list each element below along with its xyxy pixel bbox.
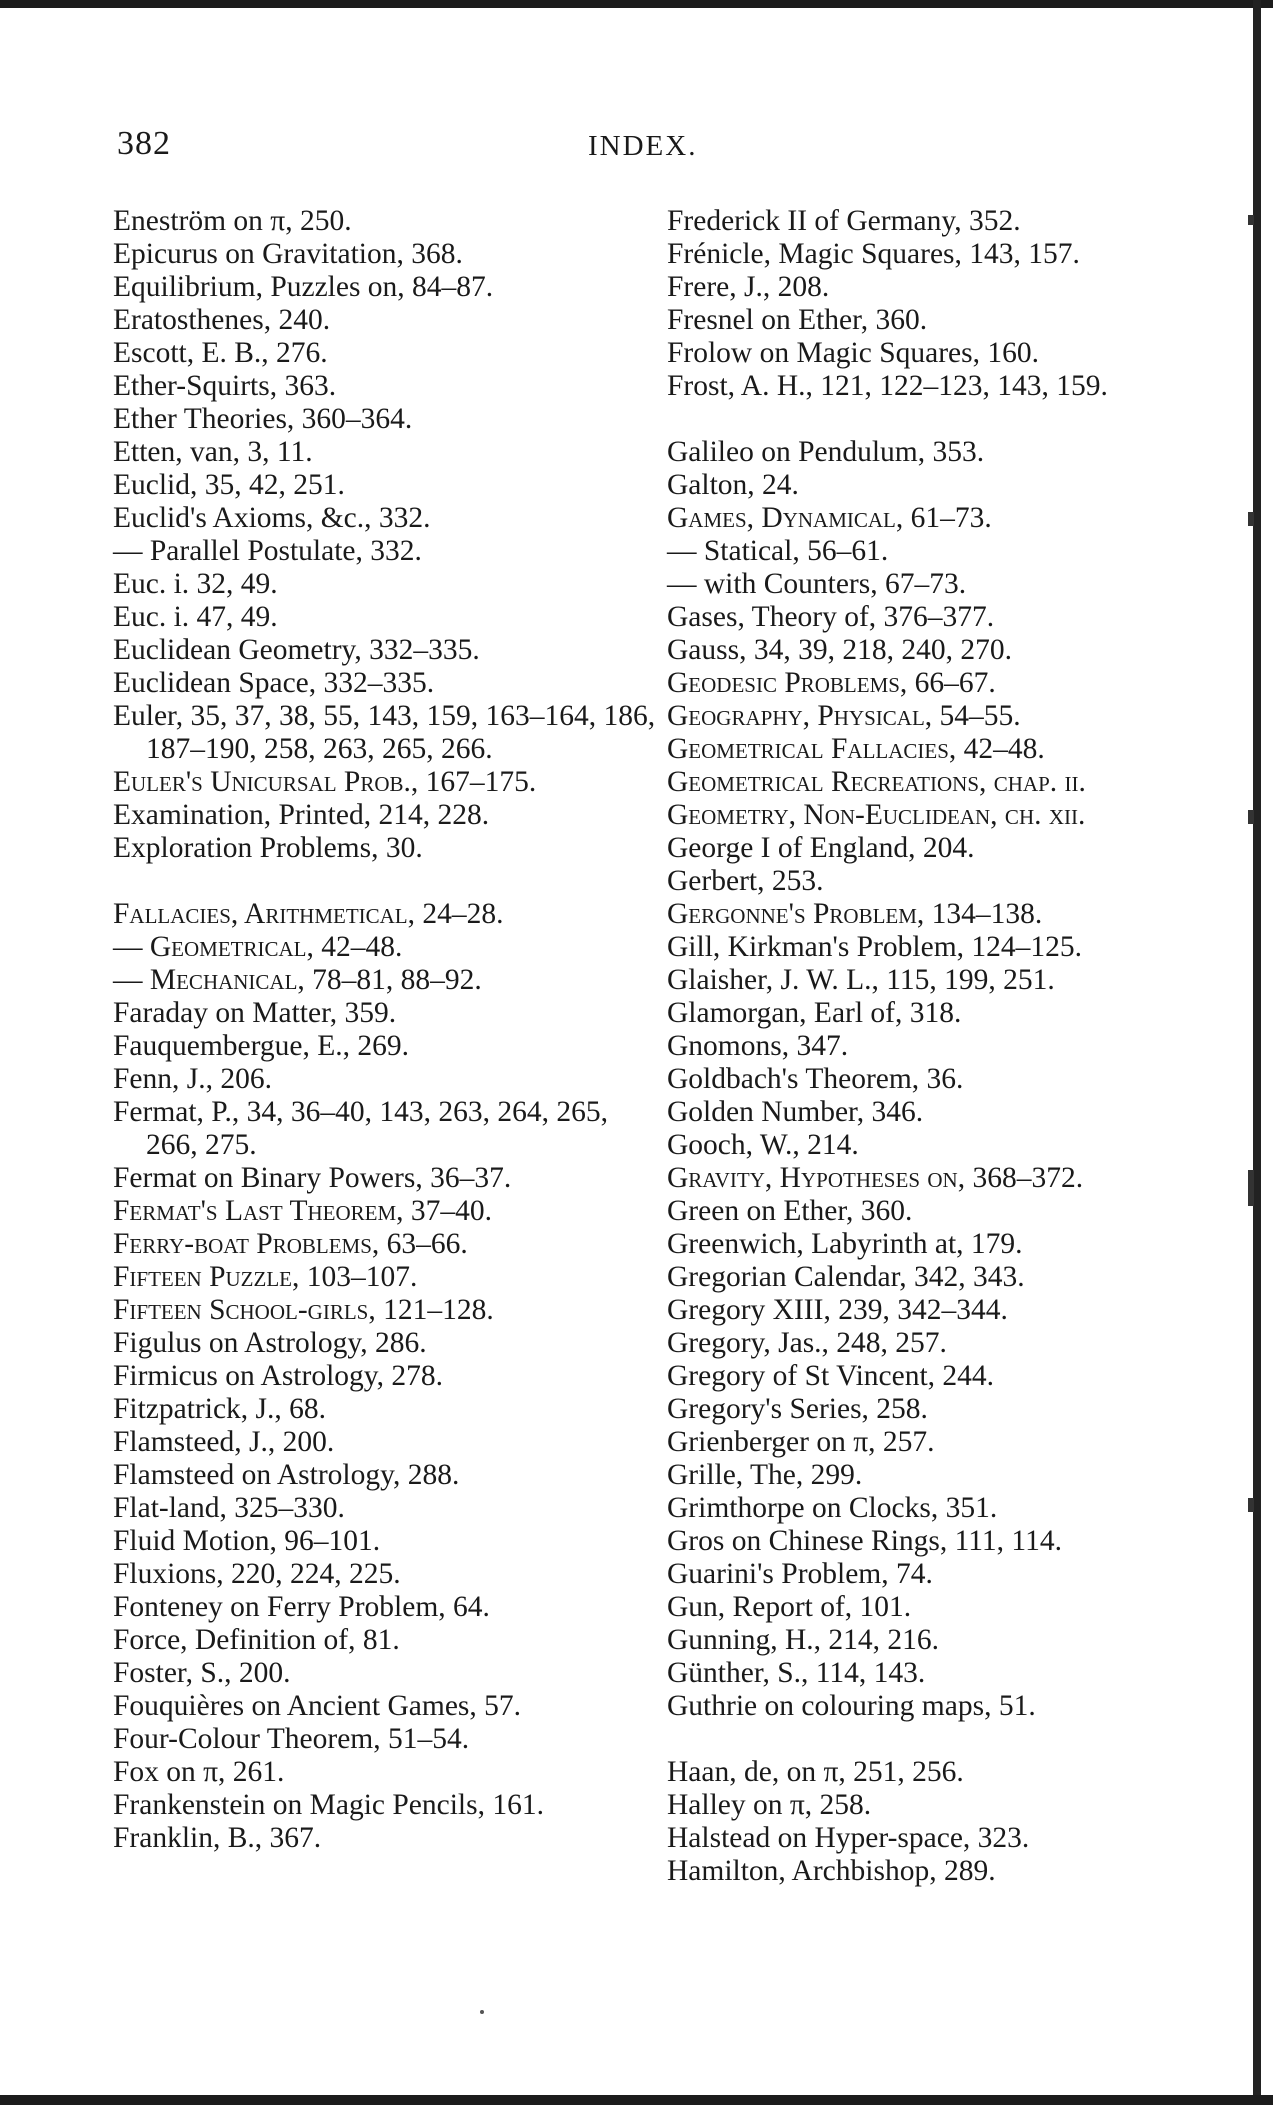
margin-mark [1248,512,1254,526]
index-entry: Fox on π, 261. [113,1756,285,1788]
index-entry: Gun, Report of, 101. [667,1591,912,1623]
index-entry: Fonteney on Ferry Problem, 64. [113,1591,490,1623]
margin-mark [1248,215,1254,225]
index-entry: Flamsteed on Astrology, 288. [113,1459,460,1491]
index-entry: Fluxions, 220, 224, 225. [113,1558,401,1590]
index-entry: Euler's Unicursal Prob., 167–175. [113,766,537,798]
index-entry: Frost, A. H., 121, 122–123, 143, 159. [667,370,1108,402]
index-entry: — Mechanical, 78–81, 88–92. [113,964,482,996]
index-entry: Haan, de, on π, 251, 256. [667,1756,964,1788]
index-entry: Eneström on π, 250. [113,205,352,237]
index-entry: Fouquières on Ancient Games, 57. [113,1690,522,1722]
index-entry: Gill, Kirkman's Problem, 124–125. [667,931,1083,963]
index-column-left [113,205,658,1855]
index-entry: Flat-land, 325–330. [113,1492,345,1524]
index-entry: Euclid, 35, 42, 251. [113,469,345,501]
index-entry: George I of England, 204. [667,832,975,864]
index-entry: Gregory, Jas., 248, 257. [667,1327,947,1359]
index-entry: Euc. i. 47, 49. [113,601,278,633]
index-entry: Euclid's Axioms, &c., 332. [113,502,431,534]
index-entry: Geography, Physical, 54–55. [667,700,1021,732]
index-entry: Gunning, H., 214, 216. [667,1624,940,1656]
index-entry: Guthrie on colouring maps, 51. [667,1690,1036,1722]
index-entry: Glamorgan, Earl of, 318. [667,997,962,1029]
index-entry: Fenn, J., 206. [113,1063,272,1095]
index-entry: Green on Ether, 360. [667,1195,913,1227]
index-entry: Figulus on Astrology, 286. [113,1327,427,1359]
index-entry: Geodesic Problems, 66–67. [667,667,996,699]
section-gap [667,403,1212,436]
index-entry: Gnomons, 347. [667,1030,849,1062]
index-entry: — Parallel Postulate, 332. [113,535,422,567]
index-column-right [667,205,1212,1888]
index-entry: Force, Definition of, 81. [113,1624,400,1656]
index-entry: Gases, Theory of, 376–377. [667,601,995,633]
index-entry: Four-Colour Theorem, 51–54. [113,1723,470,1755]
index-entry: — Geometrical, 42–48. [113,931,403,963]
index-entry: Foster, S., 200. [113,1657,291,1689]
index-entry: Greenwich, Labyrinth at, 179. [667,1228,1023,1260]
index-entry: Fresnel on Ether, 360. [667,304,928,336]
index-entry: Günther, S., 114, 143. [667,1657,926,1689]
index-entry: Gauss, 34, 39, 218, 240, 270. [667,634,1012,666]
index-entry: Fermat, P., 34, 36–40, 143, 263, 264, 265, 266, 275. [113,1096,608,1161]
index-entry: Gergonne's Problem, 134–138. [667,898,1043,930]
index-entry: Grienberger on π, 257. [667,1426,935,1458]
index-entry: Equilibrium, Puzzles on, 84–87. [113,271,494,303]
index-entry: Frénicle, Magic Squares, 143, 157. [667,238,1080,270]
margin-mark [1248,810,1254,824]
index-entry: Ferry-boat Problems, 63–66. [113,1228,468,1260]
index-entry: Gregory XIII, 239, 342–344. [667,1294,1008,1326]
index-entry: Gregory of St Vincent, 244. [667,1360,995,1392]
index-entry: Gros on Chinese Rings, 111, 114. [667,1525,1062,1557]
index-entry: Fluid Motion, 96–101. [113,1525,381,1557]
index-entry: Geometrical Recreations, chap. ii. [667,766,1086,798]
index-entry: — Statical, 56–61. [667,535,889,567]
index-entry: Eratosthenes, 240. [113,304,331,336]
index-entry: Euclidean Geometry, 332–335. [113,634,480,666]
index-entry: Gerbert, 253. [667,865,824,897]
index-entry: Guarini's Problem, 74. [667,1558,933,1590]
index-entry: Escott, E. B., 276. [113,337,328,369]
index-entry: Goldbach's Theorem, 36. [667,1063,964,1095]
index-entry: Frankenstein on Magic Pencils, 161. [113,1789,544,1821]
index-entry: — with Counters, 67–73. [667,568,967,600]
index-entry: Gravity, Hypotheses on, 368–372. [667,1162,1084,1194]
scan-edge-bottom [0,2095,1273,2105]
margin-mark [1248,1498,1254,1512]
index-entry: Etten, van, 3, 11. [113,436,313,468]
index-entry: Geometrical Fallacies, 42–48. [667,733,1045,765]
index-entry: Flamsteed, J., 200. [113,1426,335,1458]
index-entry: Games, Dynamical, 61–73. [667,502,992,534]
index-entry: Gregory's Series, 258. [667,1393,928,1425]
index-entry: Epicurus on Gravitation, 368. [113,238,463,270]
running-head: INDEX. [588,130,698,162]
index-entry: Fermat on Binary Powers, 36–37. [113,1162,512,1194]
index-entry: Grimthorpe on Clocks, 351. [667,1492,998,1524]
index-entry: Euclidean Space, 332–335. [113,667,435,699]
index-entry: Franklin, B., 367. [113,1822,322,1854]
index-entry: Euler, 35, 37, 38, 55, 143, 159, 163–164, 186, 187–190, 258, 263, 265, 266. [113,700,656,765]
index-entry: Galileo on Pendulum, 353. [667,436,985,468]
section-gap [667,1723,1212,1756]
scan-edge-right [1253,0,1261,2105]
index-entry: Frolow on Magic Squares, 160. [667,337,1039,369]
section-gap [113,865,658,898]
index-entry: Halley on π, 258. [667,1789,872,1821]
index-entry: Ether-Squirts, 363. [113,370,337,402]
index-entry: Golden Number, 346. [667,1096,924,1128]
index-entry: Gooch, W., 214. [667,1129,859,1161]
index-entry: Fifteen Puzzle, 103–107. [113,1261,418,1293]
index-entry: Firmicus on Astrology, 278. [113,1360,443,1392]
index-entry: Frederick II of Germany, 352. [667,205,1021,237]
index-entry: Grille, The, 299. [667,1459,863,1491]
index-entry: Halstead on Hyper-space, 323. [667,1822,1030,1854]
index-entry: Fifteen School-girls, 121–128. [113,1294,494,1326]
index-entry: Galton, 24. [667,469,799,501]
index-entry: Faraday on Matter, 359. [113,997,397,1029]
index-entry: Euc. i. 32, 49. [113,568,278,600]
stray-mark [480,2010,484,2014]
index-entry: Frere, J., 208. [667,271,830,303]
index-entry: Fallacies, Arithmetical, 24–28. [113,898,504,930]
margin-mark [1248,1170,1254,1206]
index-entry: Fitzpatrick, J., 68. [113,1393,327,1425]
index-entry: Glaisher, J. W. L., 115, 199, 251. [667,964,1055,996]
index-entry: Ether Theories, 360–364. [113,403,413,435]
scan-edge-top [0,0,1273,8]
index-entry: Gregorian Calendar, 342, 343. [667,1261,1025,1293]
index-entry: Exploration Problems, 30. [113,832,423,864]
index-entry: Fauquembergue, E., 269. [113,1030,410,1062]
index-entry: Geometry, Non-Euclidean, ch. xii. [667,799,1086,831]
index-entry: Fermat's Last Theorem, 37–40. [113,1195,493,1227]
page-number: 382 [117,125,171,162]
index-entry: Hamilton, Archbishop, 289. [667,1855,996,1887]
index-entry: Examination, Printed, 214, 228. [113,799,490,831]
